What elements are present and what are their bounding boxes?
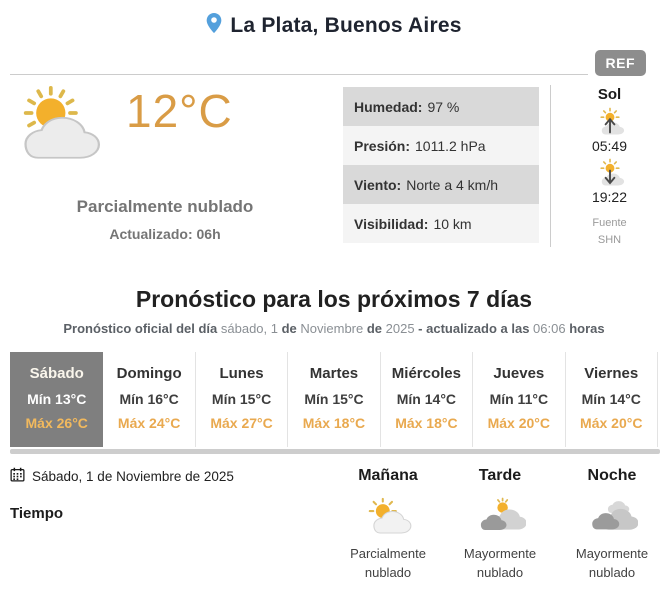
pressure-value: 1011.2 hPa [415,137,486,154]
humidity-label: Humedad: [354,98,423,115]
location-pin-icon [206,12,222,39]
day-tab-jueves[interactable]: Jueves Mín 11°C Máx 20°C [473,352,565,447]
day-tab-sabado[interactable]: Sábado Mín 13°C Máx 26°C [10,352,103,447]
current-conditions [0,82,668,250]
sun-panel [551,82,668,250]
weather-detail-row [0,497,668,583]
sunrise-icon [551,107,668,137]
wind-row [343,165,539,204]
detail-date [0,467,332,485]
humidity-value: 97 % [427,98,460,115]
updated-time: Actualizado: 06h [109,226,221,242]
wind-label: Viento: [354,176,402,193]
column-header-tarde: Tarde [478,467,522,484]
sunset-icon [551,158,668,188]
stats-panel [343,87,539,250]
row-label-tiempo: Tiempo [10,505,64,522]
noche-weather-label: Mayormente nublado [575,546,649,580]
horizontal-scrollbar[interactable] [10,449,660,454]
detail-header-row [0,467,668,485]
current-temperature: 12°C [126,85,233,137]
day-tab-domingo[interactable]: Domingo Mín 16°C Máx 24°C [103,352,195,447]
mostly-cloudy-sun-icon [444,497,556,539]
header [0,0,668,39]
tarde-weather-cell [444,497,556,583]
manana-weather-label: Parcialmente nublado [350,546,426,580]
source-label: Fuente SHN [592,217,627,247]
partly-cloudy-icon [332,497,444,539]
manana-weather-cell [332,497,444,583]
day-tab-martes[interactable]: Martes Mín 15°C Máx 18°C [288,352,380,447]
calendar-icon [10,467,25,485]
sun-title: Sol [597,86,622,103]
visibility-value: 10 km [433,215,472,232]
tarde-weather-label: Mayormente nublado [463,546,537,580]
partly-cloudy-icon [14,84,106,167]
sunrise-time: 05:49 [591,138,628,154]
pressure-row [343,126,539,165]
column-header-noche: Noche [587,467,637,484]
header-divider [10,74,588,75]
pressure-label: Presión: [354,137,411,154]
ref-button[interactable]: REF [595,50,647,76]
day-tab-viernes[interactable]: Viernes Mín 14°C Máx 20°C [566,352,658,447]
mostly-cloudy-icon [556,497,668,539]
column-header-manana: Mañana [358,467,418,484]
day-tab-miercoles[interactable]: Miércoles Mín 14°C Máx 18°C [381,352,473,447]
visibility-label: Visibilidad: [354,215,429,232]
day-tab-lunes[interactable]: Lunes Mín 15°C Máx 27°C [196,352,288,447]
visibility-row [343,204,539,243]
seven-day-table [10,352,658,447]
current-condition-text: Parcialmente nublado [76,197,254,216]
current-summary [10,82,340,250]
noche-weather-cell [556,497,668,583]
forecast-title: Pronóstico para los próximos 7 días [135,286,533,312]
detail-date-text: Sábado, 1 de Noviembre de 2025 [32,468,234,484]
wind-value: Norte a 4 km/h [406,176,499,193]
page-title: La Plata, Buenos Aires [230,13,462,37]
sunset-time: 19:22 [591,189,628,205]
forecast-subtitle: Pronóstico oficial del día sábado, 1 de Noviembre de 2025 - actualizado a las 06:06 horas [63,321,605,336]
humidity-row [343,87,539,126]
